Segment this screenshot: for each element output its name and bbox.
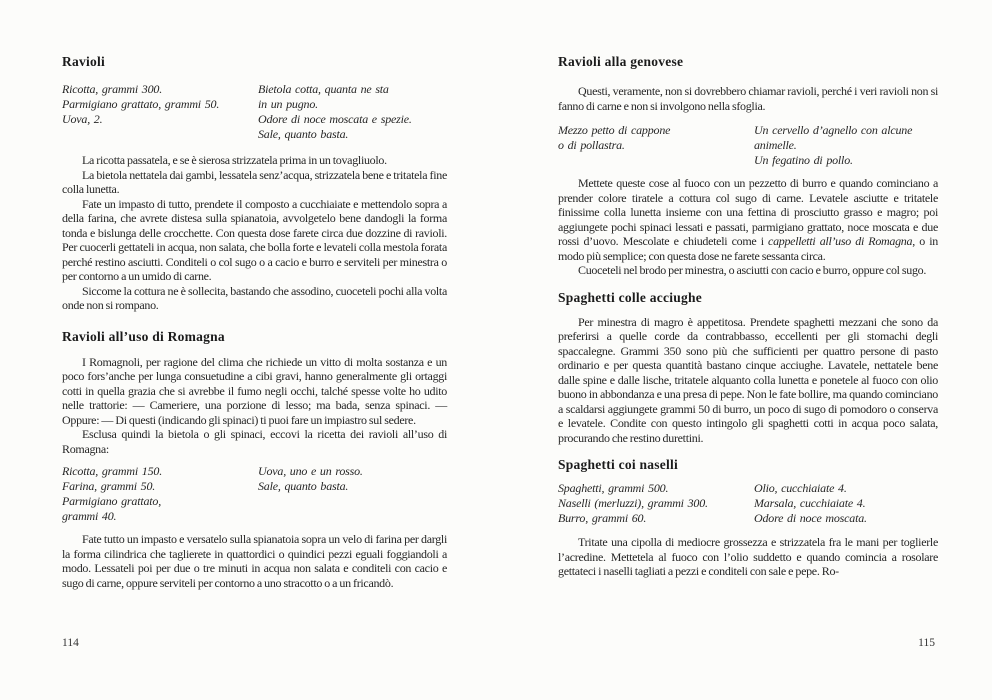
ingredient-line: Olio, cucchiaiate 4. — [754, 481, 847, 495]
ingredient-line: Sale, quanto basta. — [258, 127, 349, 141]
ingredient-line: Odore di noce moscata. — [754, 511, 867, 525]
ingredient-line: Ricotta, grammi 300. — [62, 82, 162, 96]
recipe-title-spaghetti-acciughe: Spaghetti colle acciughe — [558, 289, 702, 305]
ingredient-line: Uova, uno e un rosso. — [258, 464, 363, 478]
right-page — [558, 48, 938, 579]
ingredient-line: in un pugno. — [258, 97, 318, 111]
ingredient-line: Mezzo petto di cappone — [558, 123, 671, 137]
paragraph: Fate un impasto di tutto, prendete il composto a cucchiaiate e mettendolo sopra a della farina, che avrete distesa sulla spianatoia, avvolgetelo bene dandogli la forma tonda e bislunga delle crocchette. Con questa dose farete circa due dozzine di ravioli. Per cuocerli gettateli in acqua, non salata, che bolla forte e levateli colla mestola forata perché restino asciutti. Conditeli o col sugo o a cacio e burro e serviteli per minestra o per contorno a un umido di carne. — [62, 196, 447, 283]
ingredient-column-right — [258, 82, 447, 142]
paragraph: Esclusa quindi la bietola o gli spinaci, eccovi la ricetta dei ravioli all’uso di Romagna: — [62, 427, 447, 456]
paragraph-text: , o in modo più semplice; con questa dose ne farete sessanta circa. — [558, 234, 938, 263]
recipe-title-ravioli-romagna: Ravioli all’uso di Romagna — [62, 328, 225, 344]
ingredient-line: Odore di noce moscata e spezie. — [258, 112, 412, 126]
ingredient-line: Parmigiano grattato, grammi 50. — [62, 97, 220, 111]
ingredient-column-left — [558, 481, 754, 526]
ingredient-line: Spaghetti, grammi 500. — [558, 481, 669, 495]
ingredient-line: Farina, grammi 50. — [62, 479, 156, 493]
paragraph: Questi, veramente, non si dovrebbero chiamar ravioli, perché i veri ravioli non si fanno di carne e non si involgono nella sfoglia. — [558, 84, 938, 113]
ingredient-line: animelle. — [754, 138, 797, 152]
ingredient-line: Uova, 2. — [62, 112, 103, 126]
ingredients-ravioli — [62, 82, 447, 142]
ingredients-ravioli-genovese — [558, 123, 938, 168]
paragraph: La ricotta passatela, e se è sierosa strizzatela prima in un tovagliuolo. — [82, 153, 387, 167]
ingredient-line: Un cervello d’agnello con alcune — [754, 123, 913, 137]
ingredients-ravioli-romagna — [62, 464, 447, 524]
ingredient-line: Sale, quanto basta. — [258, 479, 349, 493]
ingredient-column-right — [754, 123, 938, 168]
paragraph-italic-reference: cappelletti all’uso di Romagna — [768, 234, 913, 248]
ingredient-line: Ricotta, grammi 150. — [62, 464, 162, 478]
ingredient-line: Naselli (merluzzi), grammi 300. — [558, 496, 708, 510]
page-number-right: 115 — [918, 637, 935, 649]
recipe-title-spaghetti-naselli: Spaghetti coi naselli — [558, 457, 679, 472]
ingredient-column-left — [558, 123, 754, 168]
ingredient-column-right — [258, 464, 447, 524]
ingredient-line: Un fegatino di pollo. — [754, 153, 853, 167]
paragraph: Cuoceteli nel brodo per minestra, o asciutti con cacio e burro, oppure col sugo. — [578, 263, 927, 277]
ingredients-spaghetti-naselli — [558, 481, 938, 526]
ingredient-line: Burro, grammi 60. — [558, 511, 647, 525]
recipe-title-ravioli-genovese: Ravioli alla genovese — [558, 54, 684, 69]
ingredient-line: grammi 40. — [62, 509, 117, 523]
paragraph: Per minestra di magro è appetitosa. Prendete spaghetti mezzani che sono da preferirsi a quelle corde da contrabbasso, eccellenti per gli stomachi degli spaccalegne. Grammi 350 sono più che sufficienti per quattro persone di pasto ordinario e per questa quantità bastano cinque acciughe. Lavatele, nettatele bene dalle spine e dalle lische, tritatele alquanto colla lunetta e ponetele al fuoco con olio buono in abbondanza e una presa di pepe. Non le fate bollire, ma quando cominciano a scaldarsi aggiungete grammi 50 di burro, un poco di sugo di pomodoro o conserva e levatele. Condite con questo intingolo gli spaghetti cotti in acqua poco salata, procurando che restino durettini. — [558, 314, 938, 445]
paragraph: La bietola nettatela dai gambi, lessatela senz’acqua, strizzatela bene e tritatela fine colla lunetta. — [62, 167, 447, 196]
paragraph: Tritate una cipolla di mediocre grossezza e strizzatela fra le mani per toglierle l’acredine. Mettetela al fuoco con l’olio suddetto e quando comincia a rosolare gettateci i naselli tagliati a pezzi e conditeli con sale e pepe. Ro- — [558, 535, 938, 578]
ingredient-line: o di pollastra. — [558, 138, 625, 152]
paragraph — [558, 176, 938, 263]
ingredient-column-left — [62, 464, 258, 524]
ingredient-column-right — [754, 481, 938, 526]
left-page — [62, 48, 447, 590]
ingredient-line: Parmigiano grattato, — [62, 494, 162, 508]
page-number-left: 114 — [62, 637, 79, 649]
paragraph: Fate tutto un impasto e versatelo sulla spianatoia sopra un velo di farina per dargli la forma cilindrica che taglierete in quattordici o quindici pezzi eguali foggiandoli a modo. Lessateli poi per due o tre minuti in acqua non salata e conditeli con cacio e sugo di carne, oppure serviteli per contorno a uno stracotto o a un fricandò. — [62, 532, 447, 590]
paragraph-text: Mettete queste cose al fuoco con un pezzetto di burro e quando cominciano a prender colore tiratele a cottura col sugo di carne. Levatele asciutte e tritatele finissime colla lunetta insieme con una fettina di prosciutto grasso e magro; poi aggiungete pochi spinaci lessati e passati, parmigiano grattato, noce moscata e due rossi d’uovo. Mescolate e chiudeteli come i — [558, 176, 938, 248]
paragraph: I Romagnoli, per ragione del clima che richiede un vitto di molta sostanza e un poco fors’anche per lunga consuetudine a cibi gravi, hanno generalmente gli ortaggi cotti in quella grazia che si avrebbe il fumo negli occhi, talché spesse volte ho udito nelle trattorie: — Cameriere, una porzione di lesso; ma bada, senza spinaci. — Oppure: — Di questi (indicando gli spinaci) ti puoi fare un impiastro sul sedere. — [62, 354, 447, 427]
ingredient-line: Marsala, cucchiaiate 4. — [754, 496, 866, 510]
ingredient-column-left — [62, 82, 258, 142]
paragraph: Siccome la cottura ne è sollecita, bastando che assodino, cuoceteli pochi alla volta onde non si rompano. — [62, 283, 447, 312]
ingredient-line: Bietola cotta, quanta ne sta — [258, 82, 389, 96]
recipe-title-ravioli: Ravioli — [62, 54, 106, 69]
